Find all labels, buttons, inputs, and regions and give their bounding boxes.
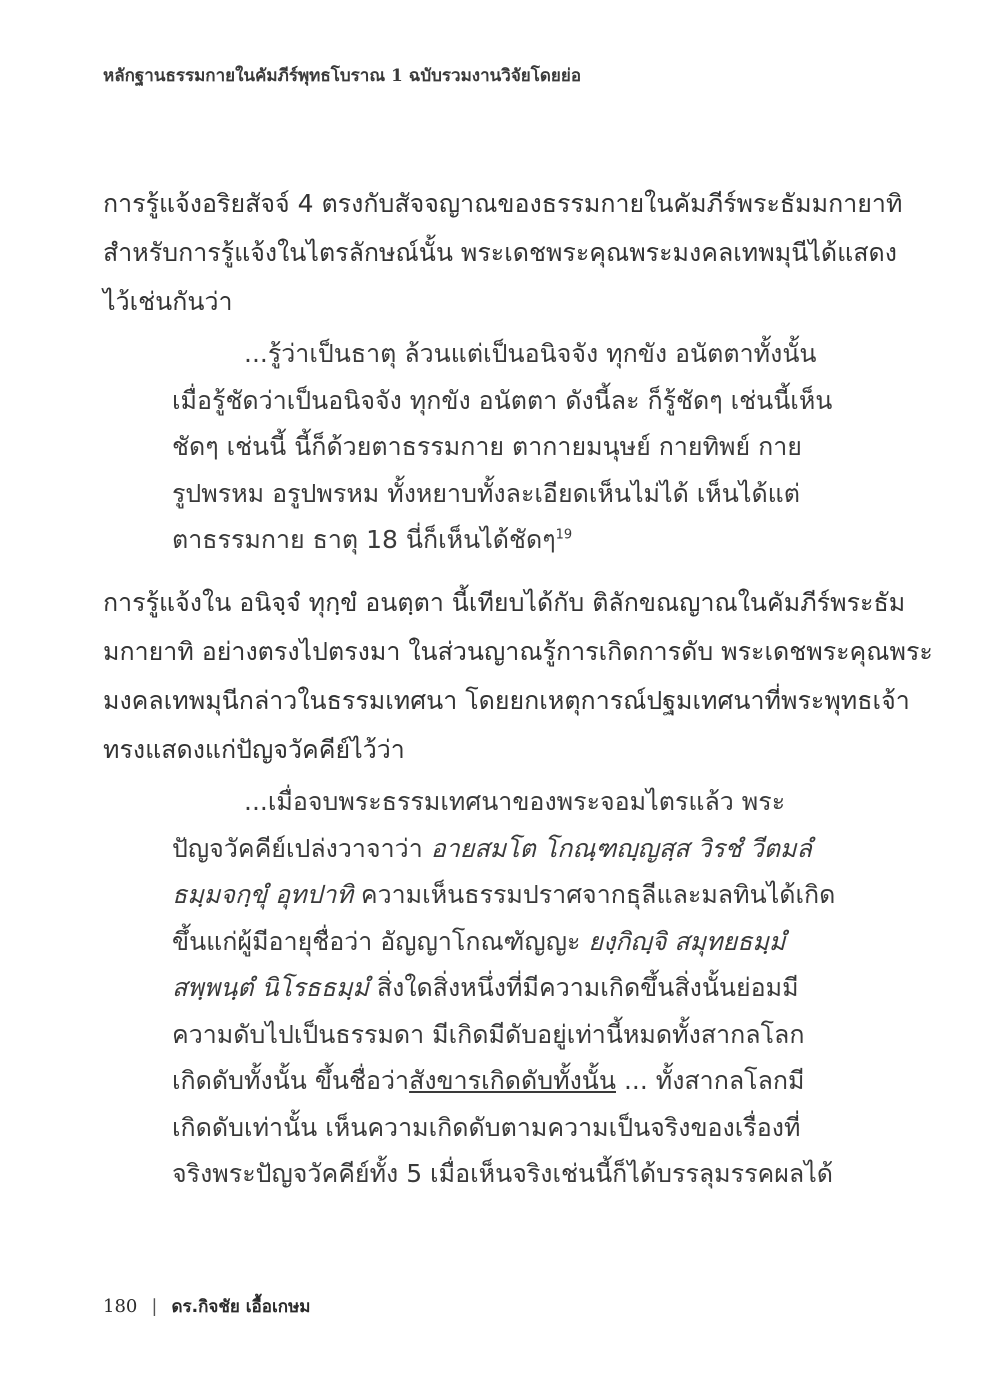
quote-line — [172, 872, 836, 919]
quote-line: ...เมื่อจบพระธรรมเทศนาของพระจอมไตรแล้ว พระ — [244, 787, 786, 816]
paragraph-1 — [103, 179, 903, 326]
quote-line — [172, 517, 797, 564]
running-header: หลักฐานธรรมกายในคัมภีร์พุทธโบราณ 1 ฉบับรวมงานวิจัยโดยย่อ — [103, 66, 582, 86]
paragraph-line: ไว้เช่นกันว่า — [103, 287, 233, 316]
paragraph-line: ทรงแสดงแก่ปัญจวัคคีย์ไว้ว่า — [103, 735, 405, 764]
quote-text: สิ่งใดสิ่งหนึ่งที่มีความเกิดขึ้นสิ่งนั้นย่อมมี — [368, 973, 799, 1002]
quote-text: เกิดดับทั้งนั้น ขึ้นชื่อว่า — [172, 1066, 410, 1095]
quote-line: เมื่อรู้ชัดว่าเป็นอนิจจัง ทุกขัง อนัตตา ดังนี้ละ ก็รู้ชัดๆ เช่นนี้เห็น — [172, 385, 833, 415]
author-name: ดร.กิจชัย เอื้อเกษม — [171, 1297, 311, 1317]
quote-line: เกิดดับเท่านั้น เห็นความเกิดดับตามความเป็นจริงของเรื่องที่ — [172, 1112, 801, 1142]
quote-line: จริงพระปัญจวัคคีย์ทั้ง 5 เมื่อเห็นจริงเช่นนี้ก็ได้บรรลุมรรคผลได้ — [172, 1159, 834, 1188]
pali-text: อายสมโต โกณฺฑญฺญสฺส วิรชํ วีตมลํ — [430, 833, 812, 863]
quote-text: ... ทั้งสากลโลกมี — [616, 1066, 805, 1095]
block-quote-1 — [172, 331, 833, 564]
quote-line: ความดับไปเป็นธรรมดา มีเกิดมีดับอยู่เท่านี้หมดทั้งสากลโลก — [172, 1019, 805, 1049]
quote-text: ขึ้นแก่ผู้มีอายุชื่อว่า อัญญาโกณฑัญญะ — [172, 926, 589, 956]
quote-line — [172, 826, 812, 873]
quote-text: ความเห็นธรรมปราศจากธุลีและมลทินได้เกิด — [352, 880, 836, 909]
quote-line — [172, 1058, 805, 1105]
pali-text: สพฺพนฺตํ นิโรธธมฺมํ — [172, 973, 369, 1002]
paragraph-line: การรู้แจ้งใน อนิจฺจํ ทุกฺขํ อนตฺตา นี้เทียบได้กับ ติลักขณญาณในคัมภีร์พระธัม — [103, 588, 906, 617]
quote-line — [172, 965, 797, 1012]
paragraph-line: มงคลเทพมุนีกล่าวในธรรมเทศนา โดยยกเหตุการณ์ปฐมเทศนาที่พระพุทธเจ้า — [103, 686, 910, 715]
quote-line: รูปพรหม อรูปพรหม ทั้งหยาบทั้งละเอียดเห็นไม่ได้ เห็นได้แต่ — [172, 478, 801, 508]
footer-separator: | — [151, 1296, 158, 1317]
paragraph-line: สำหรับการรู้แจ้งในไตรลักษณ์นั้น พระเดชพระคุณพระมงคลเทพมุนีได้แสดง — [103, 238, 897, 267]
quote-line — [172, 919, 797, 966]
page-footer — [103, 1293, 310, 1320]
pali-text: ธมฺมจกฺขุํ อุทปาทิ — [172, 880, 353, 909]
quote-line: ชัดๆ เช่นนี้ นี้ก็ด้วยตาธรรมกาย ตากายมนุษย์ กายทิพย์ กาย — [172, 432, 802, 461]
pali-text: ยงฺกิญฺจิ สมุทยธมฺมํ — [588, 926, 786, 956]
quote-last-line-text: ตาธรรมกาย ธาตุ 18 นี่ก็เห็นได้ชัดๆ — [172, 525, 556, 554]
page-number: 180 — [103, 1296, 138, 1317]
paragraph-line: การรู้แจ้งอริยสัจจ์ 4 ตรงกับสัจจญาณของธรรมกายในคัมภีร์พระธัมมกายาทิ — [103, 189, 903, 218]
block-quote-2 — [172, 779, 836, 1198]
quote-text: ปัญจวัคคีย์เปล่งวาจาว่า — [172, 833, 431, 863]
quote-line: ...รู้ว่าเป็นธาตุ ล้วนแต่เป็นอนิจจัง ทุกขัง อนัตตาทั้งนั้น — [244, 339, 817, 368]
paragraph-2 — [103, 578, 933, 774]
footnote-marker[interactable]: 19 — [555, 527, 573, 543]
paragraph-line: มกายาทิ อย่างตรงไปตรงมา ในส่วนญาณรู้การเกิดการดับ พระเดชพระคุณพระ — [103, 637, 933, 666]
underlined-phrase: สังขารเกิดดับทั้งนั้น — [409, 1066, 616, 1095]
